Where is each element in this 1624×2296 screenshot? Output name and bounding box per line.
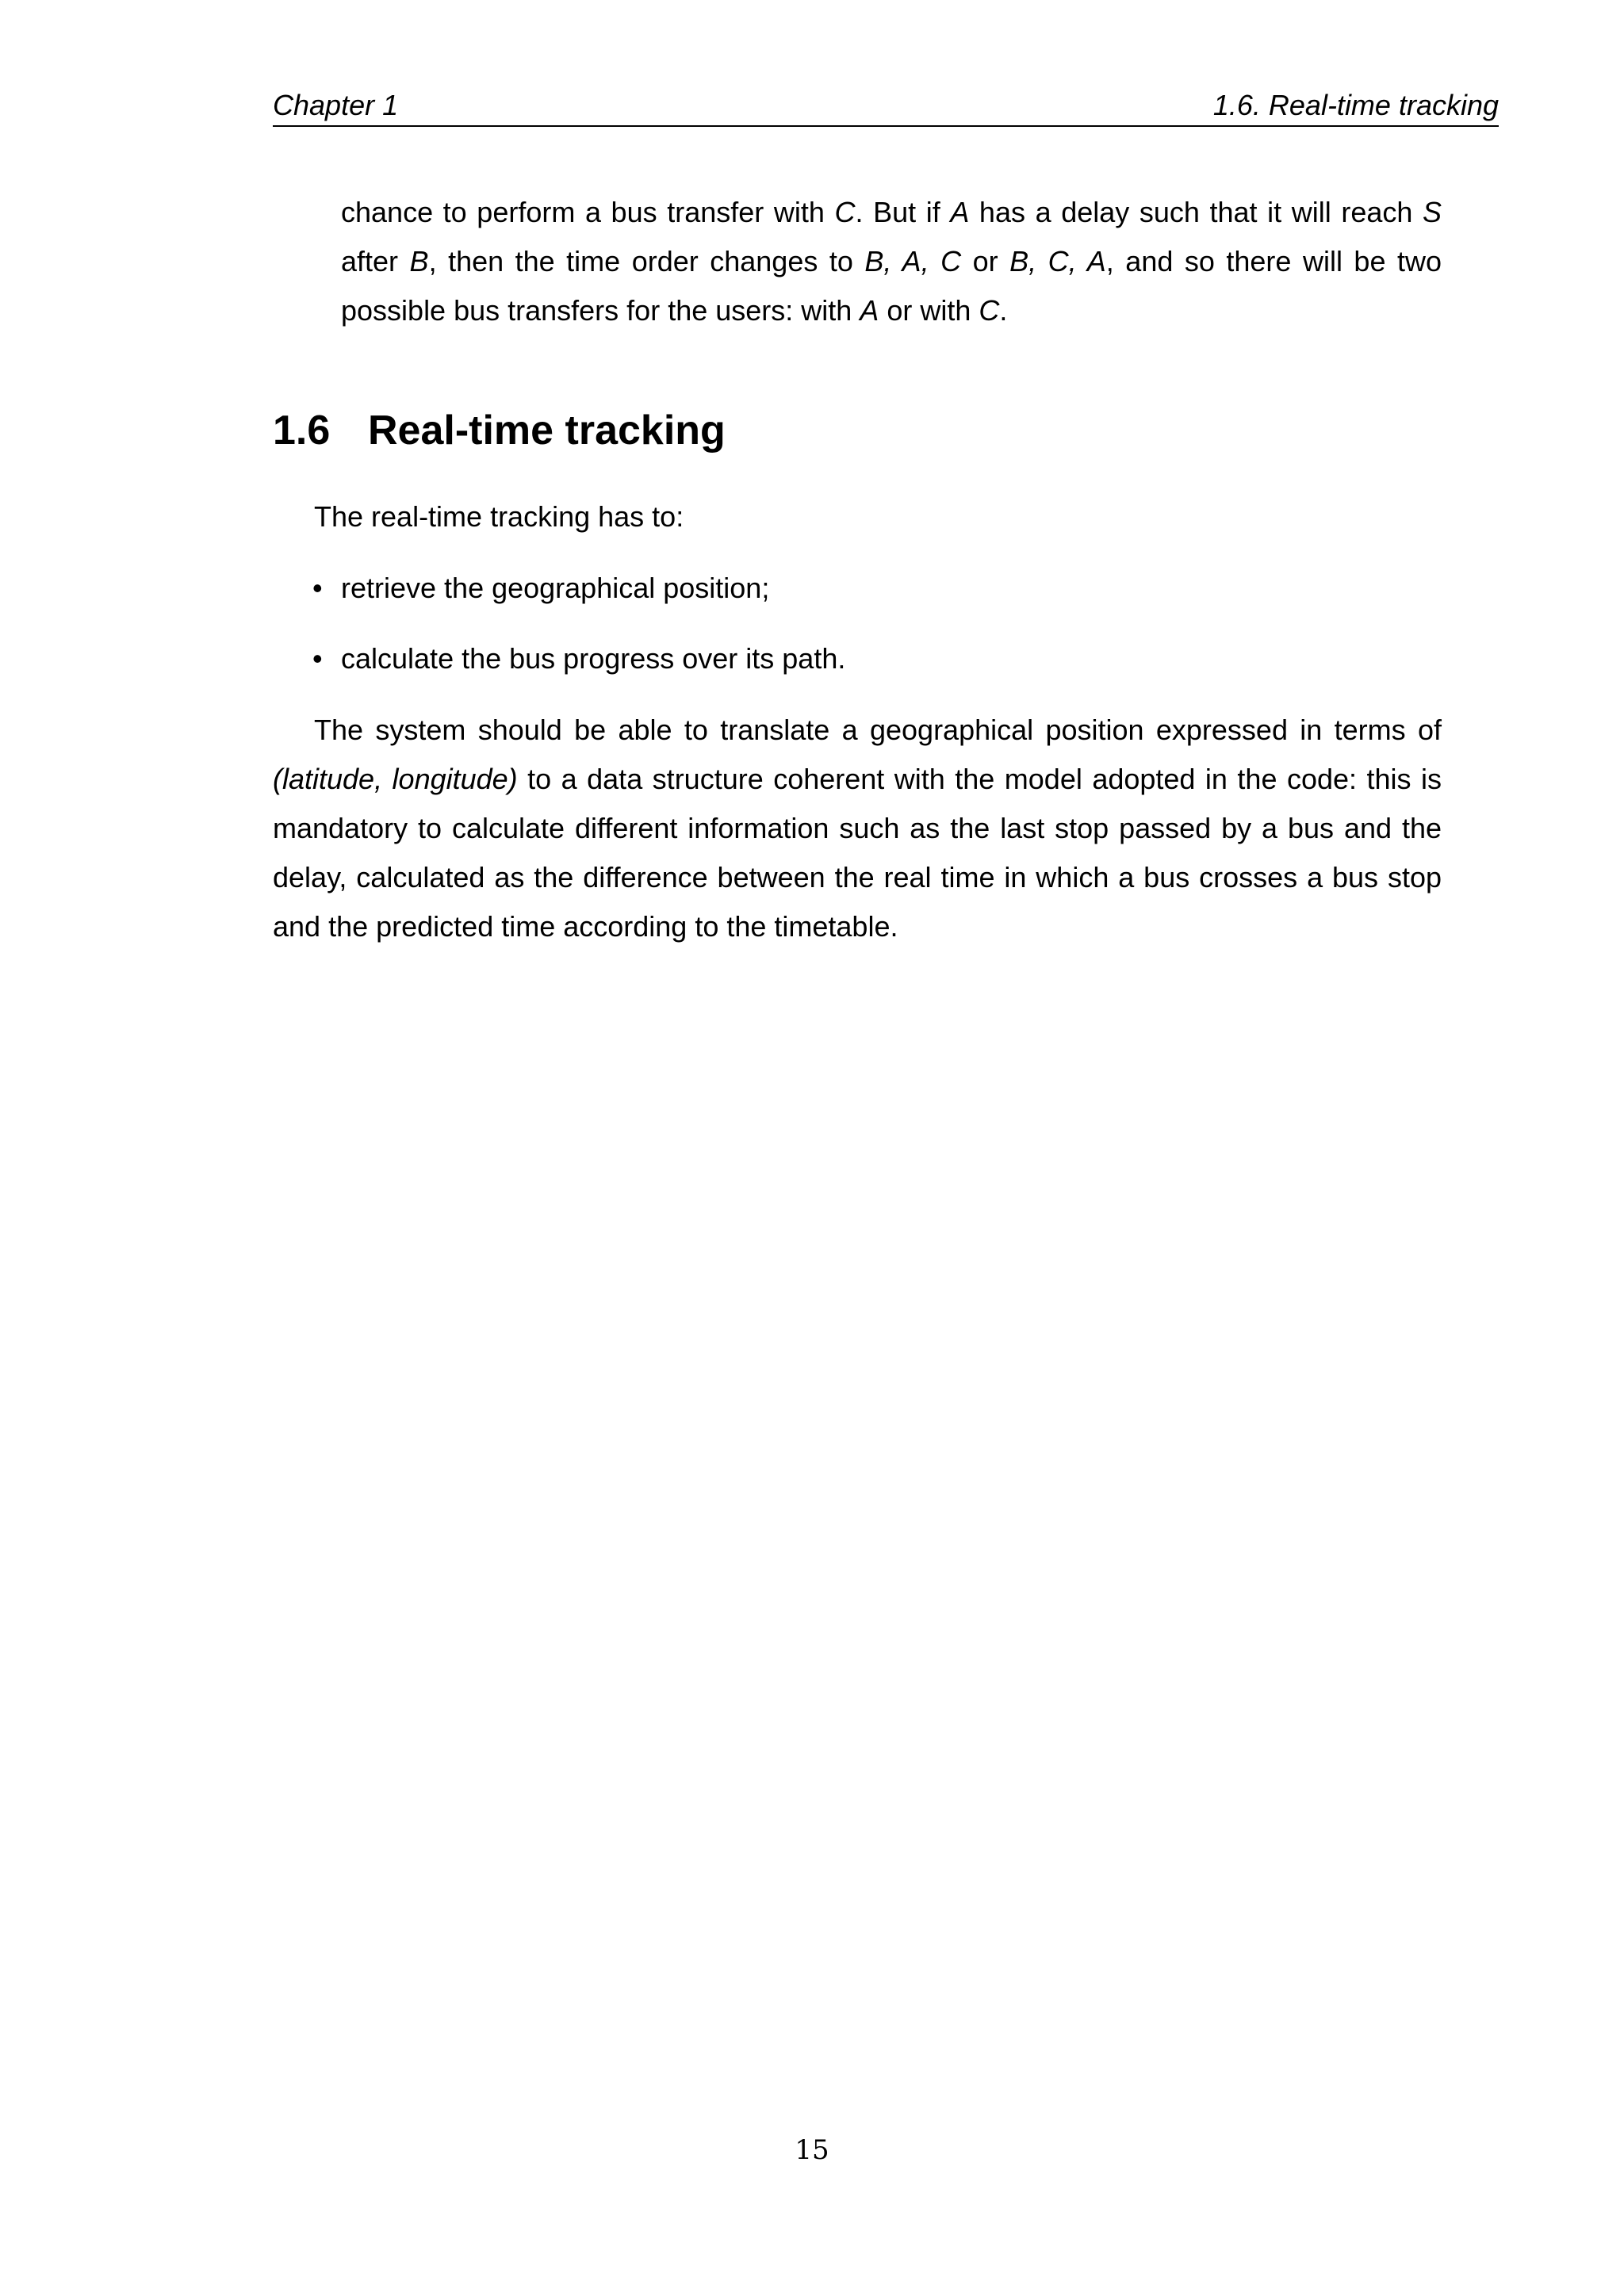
text-run: to a data structure coherent with the model adopted in the code: this is mandatory to calculate different information such as the last stop passed by a bus and the delay, calculated as the difference between the real time in which a bus crosses a bus stop and the predicted time according to the timetable. — [273, 763, 1442, 943]
body-paragraph — [273, 706, 1442, 951]
bullet-icon: • — [312, 642, 323, 675]
text-run: after — [341, 245, 410, 277]
text-run: , and so there will be two possible bus transfers for the users: with — [341, 245, 1442, 327]
page-number: 15 — [795, 2134, 829, 2166]
list-item — [312, 634, 845, 683]
italic-run: S — [1422, 196, 1442, 228]
italic-run: A — [860, 294, 879, 327]
italic-run: C — [834, 196, 856, 228]
text-run: The system should be able to translate a geographical position expressed in terms of — [314, 714, 1442, 746]
text-run: , then the time order changes to — [428, 245, 865, 277]
text-run: . But if — [855, 196, 951, 228]
italic-run: B — [409, 245, 429, 277]
bullet-icon: • — [312, 572, 323, 604]
text-run: has a delay such that it will reach — [969, 196, 1423, 228]
text-run: or with — [879, 294, 979, 327]
intro-paragraph: The real-time tracking has to: — [314, 500, 684, 533]
text-run: . — [999, 294, 1008, 327]
section-title: Real-time tracking — [368, 408, 726, 453]
section-heading — [273, 403, 726, 458]
italic-run: B, C, A — [1009, 245, 1106, 277]
text-run: or — [961, 245, 1010, 277]
italic-run: A — [950, 196, 970, 228]
list-item-text: calculate the bus progress over its path. — [341, 642, 846, 675]
section-number: 1.6 — [273, 408, 331, 453]
list-item — [312, 564, 769, 613]
header-section: 1.6. Real-time tracking — [1212, 89, 1499, 121]
list-item-text: retrieve the geographical position; — [341, 572, 770, 604]
italic-run: (latitude, longitude) — [273, 763, 518, 795]
header-chapter: Chapter 1 — [273, 89, 399, 121]
continuation-paragraph — [341, 188, 1442, 335]
italic-run: B, A, C — [864, 245, 962, 277]
text-run: chance to perform a bus transfer with — [341, 196, 835, 228]
running-header — [273, 89, 1499, 127]
italic-run: C — [979, 294, 1000, 327]
